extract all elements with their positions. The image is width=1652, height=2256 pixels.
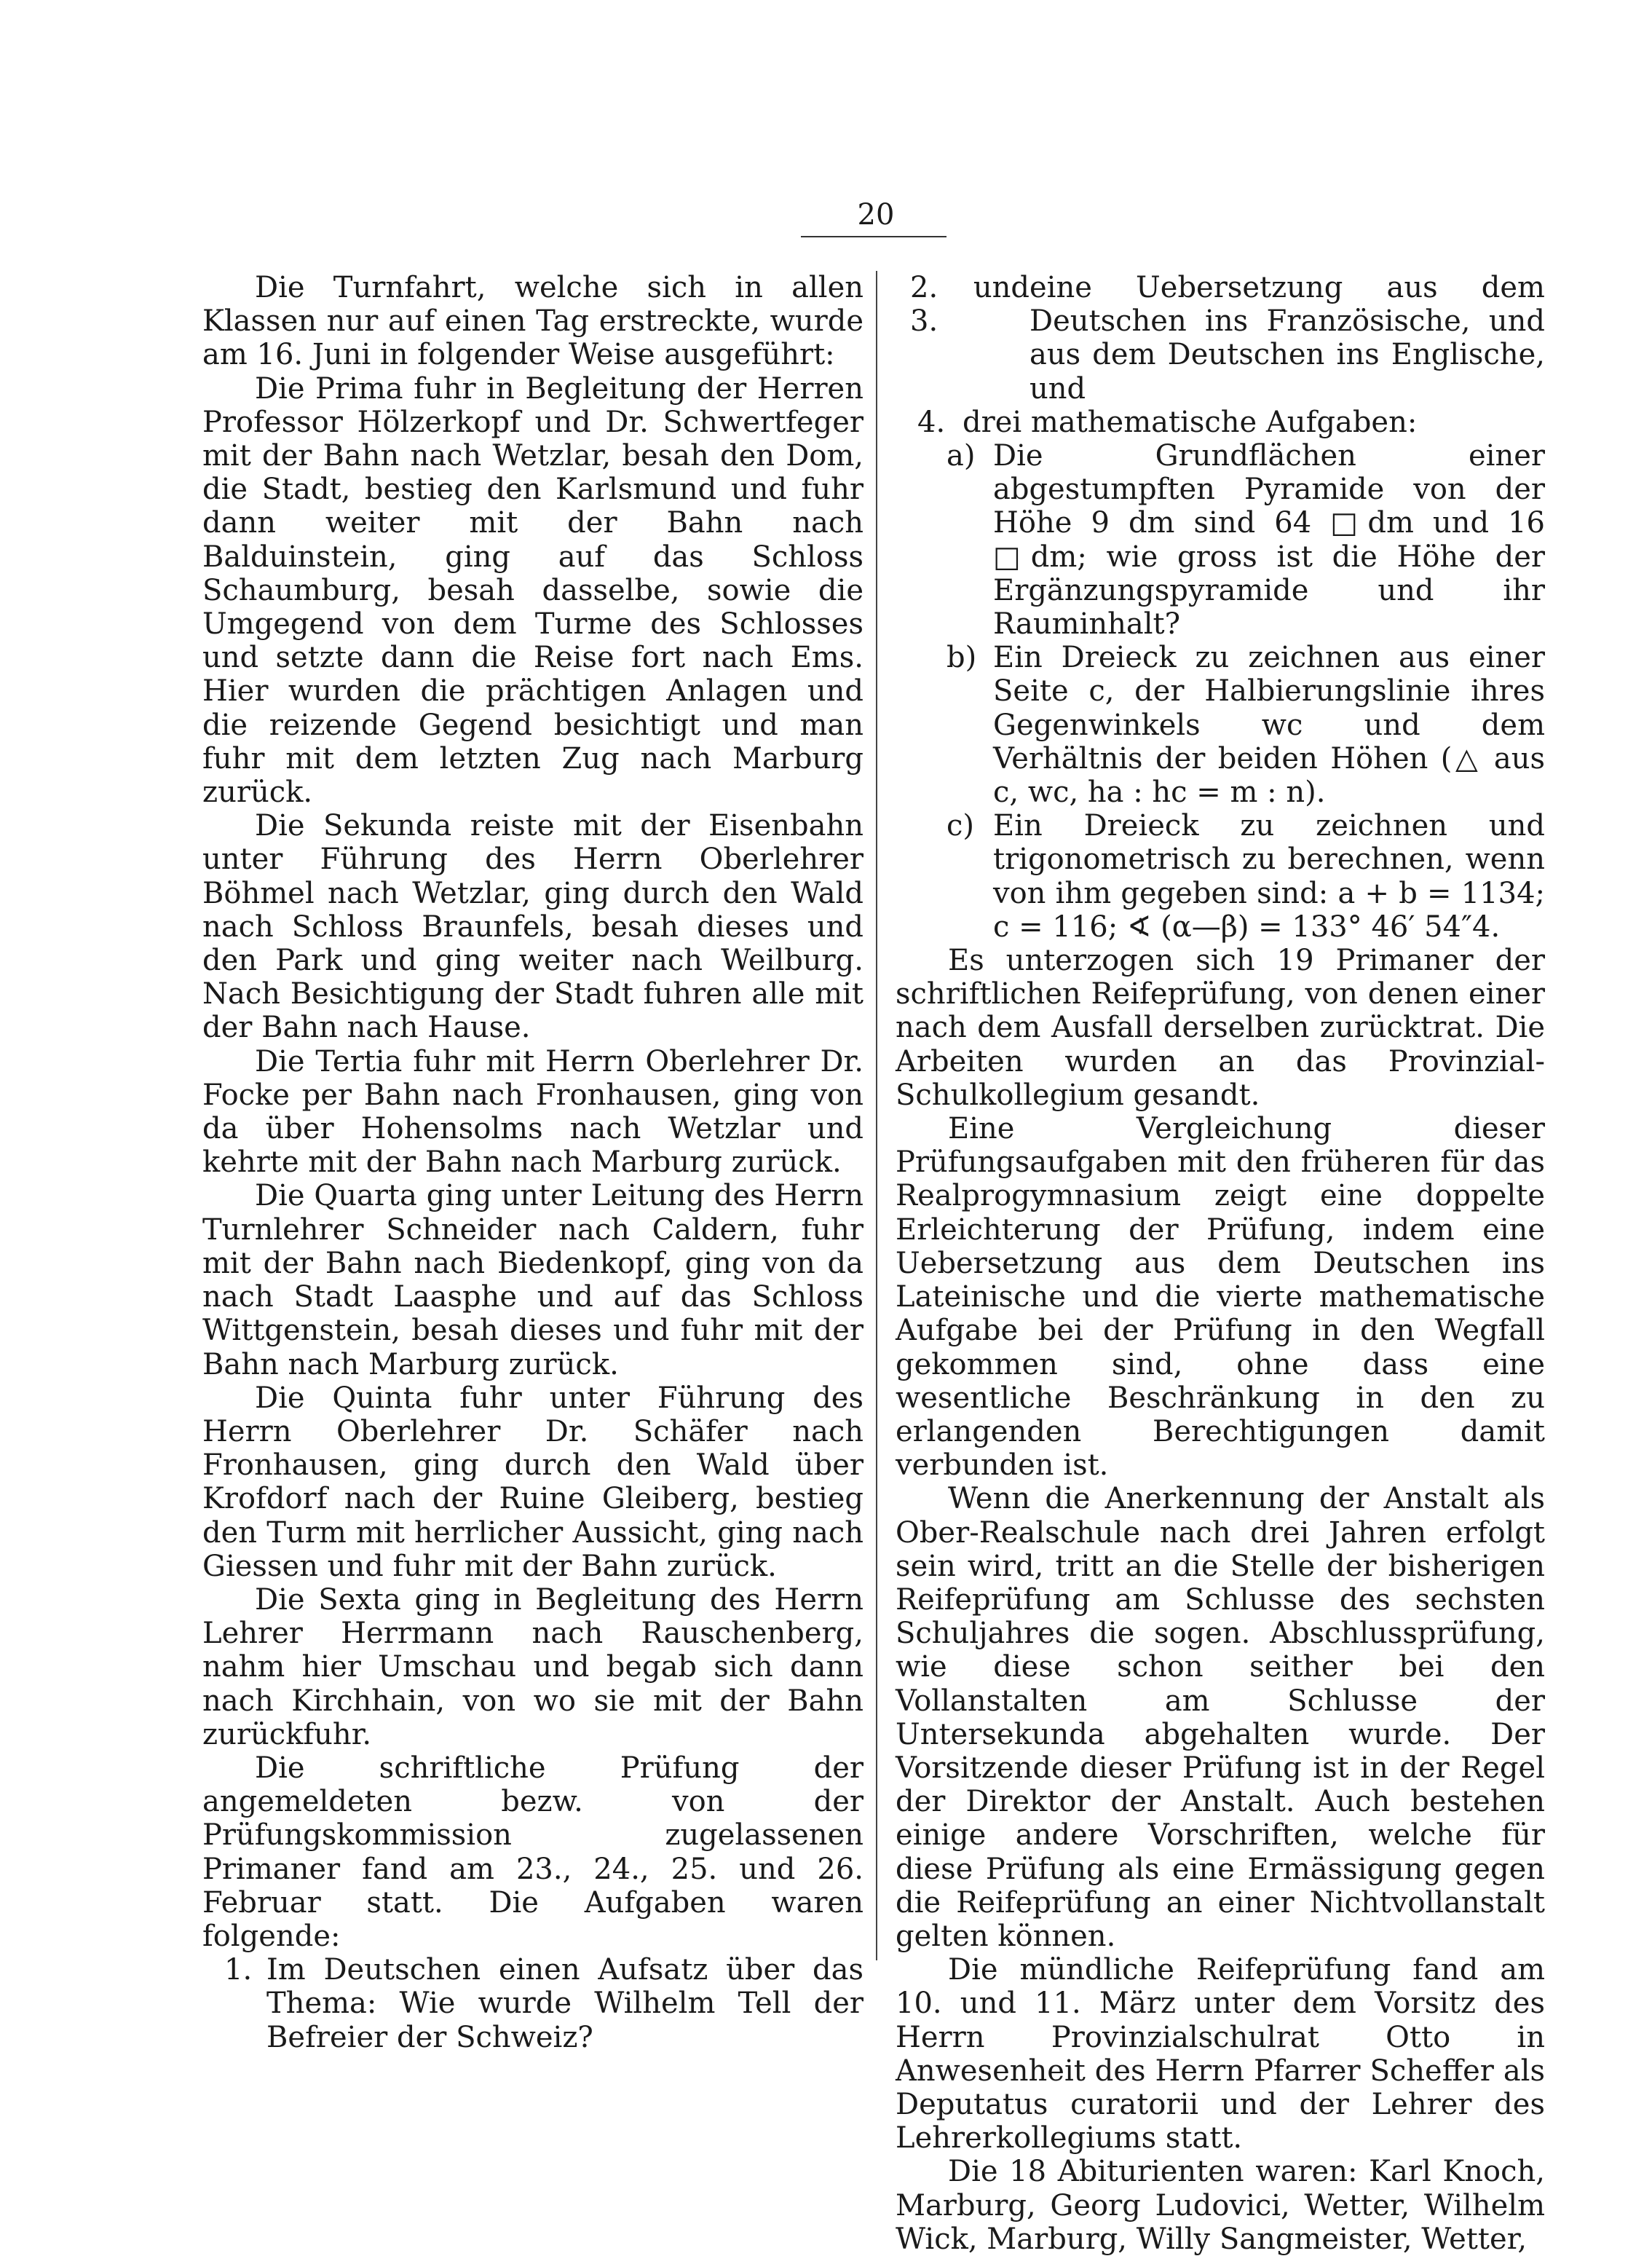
sub-item-text: Ein Dreieck zu zeichnen aus einer Seite c, der Halbierungslinie ihres Gegenwinkels wc und dem Verhältnis der beiden Höhen (△ aus c, wc, ha : hc = m : n). [993, 641, 1545, 810]
list-number: 4. [917, 405, 946, 439]
paragraph-quinta: Die Quinta fuhr unter Führung des Herrn Oberlehrer Dr. Schäfer nach Fronhausen, ging durch den Wald über Krofdorf nach der Ruine Gleiberg, bestieg den Turm mit herrlicher Aussicht, ging nach Giessen und fuhr mit der Bahn zurück. [202, 1381, 863, 1583]
paragraph-schriftliche-pruefung: Die schriftliche Prüfung der angemeldeten bezw. von der Prüfungskommission zugelassenen Primaner fand am 23., 24., 25. und 26. Februar statt. Die Aufgaben waren folgende: [202, 1751, 863, 1953]
left-column [202, 271, 863, 2054]
list-item-aufgabe-1 [202, 1953, 863, 2054]
paragraph-vergleichung: Eine Vergleichung dieser Prüfungsaufgaben mit den früheren für das Realprogymnasium zeigt eine doppelte Erleichterung der Prüfung, indem eine Uebersetzung aus dem Deutschen ins Lateinische und die vierte mathematische Aufgabe bei der Prüfung in den Wegfall gekommen sind, ohne dass eine wesentliche Beschränkung in den zu erlangenden Berechtigungen damit verbunden ist. [896, 1112, 1545, 1483]
paragraph-quarta: Die Quarta ging unter Leitung des Herrn Turnlehrer Schneider nach Caldern, fuhr mit der Bahn nach Biedenkopf, ging von da nach Stadt Laasphe und auf das Schloss Wittgenstein, besah dieses und fuhr mit der Bahn nach Marburg zurück. [202, 1179, 863, 1381]
column-divider [876, 271, 877, 1960]
paragraph-abiturienten: Die 18 Abiturienten waren: Karl Knoch, Marburg, Georg Ludovici, Wetter, Wilhelm Wick, Marburg, Willy Sangmeister, Wetter, [896, 2155, 1545, 2256]
paragraph-tertia: Die Tertia fuhr mit Herrn Oberlehrer Dr. Focke per Bahn nach Fronhausen, ging von da über Hohensolms nach Wetzlar und kehrte mit der Bahn nach Marburg zurück. [202, 1044, 863, 1180]
list-item-aufgabe-4 [896, 406, 1545, 439]
paragraph-sexta: Die Sexta ging in Begleitung des Herrn Lehrer Herrmann nach Rauschenberg, nahm hier Umschau und begab sich dann nach Kirchhain, von wo sie mit der Bahn zurückfuhr. [202, 1582, 863, 1751]
page-number-rule [801, 236, 946, 237]
sub-item-b [896, 641, 1545, 809]
page-number: 20 [857, 198, 895, 232]
sub-item-letter: b) [946, 641, 977, 675]
sub-item-letter: a) [946, 439, 976, 473]
list-number: 2. und 3. [910, 271, 1029, 339]
sub-item-c [896, 809, 1545, 944]
list-text: drei mathematische Aufgaben: [963, 405, 1418, 439]
list-number: 1. [224, 1953, 253, 1987]
paragraph-anerkennung: Wenn die Anerkennung der Anstalt als Ober-Realschule nach drei Jahren erfolgt sein wird, tritt an die Stelle der bisherigen Reifeprüfung am Schlusse des sechsten Schuljahres die sogen. Abschlussprüfung, wie diese schon seither bei den Vollanstalten am Schlusse der Untersekunda abgehalten wurde. Der Vorsitzende dieser Prüfung ist in der Regel der Direktor der Anstalt. Auch bestehen einige andere Vorschriften, welche für diese Prüfung als eine Ermässigung gegen die Reifeprüfung an einer Nichtvollanstalt gelten können. [896, 1482, 1545, 1953]
list-text: eine Uebersetzung aus dem Deutschen ins Französische, und aus dem Deutschen ins Englische, und [1029, 271, 1545, 406]
sub-item-letter: c) [946, 809, 975, 843]
paragraph-muendliche-pruefung: Die mündliche Reifeprüfung fand am 10. und 11. März unter dem Vorsitz des Herrn Provinzialschulrat Otto in Anwesenheit des Herrn Pfarrer Scheffer als Deputatus curatorii und der Lehrer des Lehrerkollegiums statt. [896, 1953, 1545, 2156]
paragraph-prima: Die Prima fuhr in Begleitung der Herren Professor Hölzerkopf und Dr. Schwertfeger mit der Bahn nach Wetzlar, besah den Dom, die Stadt, bestieg den Karlsmund und fuhr dann weiter mit der Bahn nach Balduinstein, ging auf das Schloss Schaumburg, besah dasselbe, sowie die Umgegend von dem Turme des Schlosses und setzte dann die Reise fort nach Ems. Hier wurden die prächtigen Anlagen und die reizende Gegend besichtigt und man fuhr mit dem letzten Zug nach Marburg zurück. [202, 371, 863, 810]
sub-item-a [896, 439, 1545, 641]
list-item-aufgabe-2-3 [896, 271, 1545, 406]
list-text: Im Deutschen einen Aufsatz über das Thema: Wie wurde Wilhelm Tell der Befreier der Schweiz? [266, 1953, 863, 2054]
paragraph-primaner: Es unterzogen sich 19 Primaner der schriftlichen Reifeprüfung, von denen einer nach dem Ausfall derselben zurücktrat. Die Arbeiten wurden an das Provinzial-Schulkollegium gesandt. [896, 944, 1545, 1112]
right-column [896, 271, 1545, 2256]
sub-item-text: Ein Dreieck zu zeichnen und trigonometrisch zu berechnen, wenn von ihm gegeben sind: a + b = 1134; c = 116; ∢ (α—β) = 133° 46′ 54″4. [993, 809, 1545, 944]
paragraph-turnfahrt: Die Turnfahrt, welche sich in allen Klassen nur auf einen Tag erstreckte, wurde am 16. Juni in folgender Weise ausgeführt: [202, 271, 863, 372]
paragraph-sekunda: Die Sekunda reiste mit der Eisenbahn unter Führung des Herrn Oberlehrer Böhmel nach Wetzlar, ging durch den Wald nach Schloss Braunfels, besah dieses und den Park und ging weiter nach Weilburg. Nach Besichtigung der Stadt fuhren alle mit der Bahn nach Hause. [202, 809, 863, 1045]
sub-item-text: Die Grundflächen einer abgestumpften Pyramide von der Höhe 9 dm sind 64 □dm und 16 □dm; wie gross ist die Höhe der Ergänzungspyramide und ihr Rauminhalt? [993, 439, 1545, 642]
